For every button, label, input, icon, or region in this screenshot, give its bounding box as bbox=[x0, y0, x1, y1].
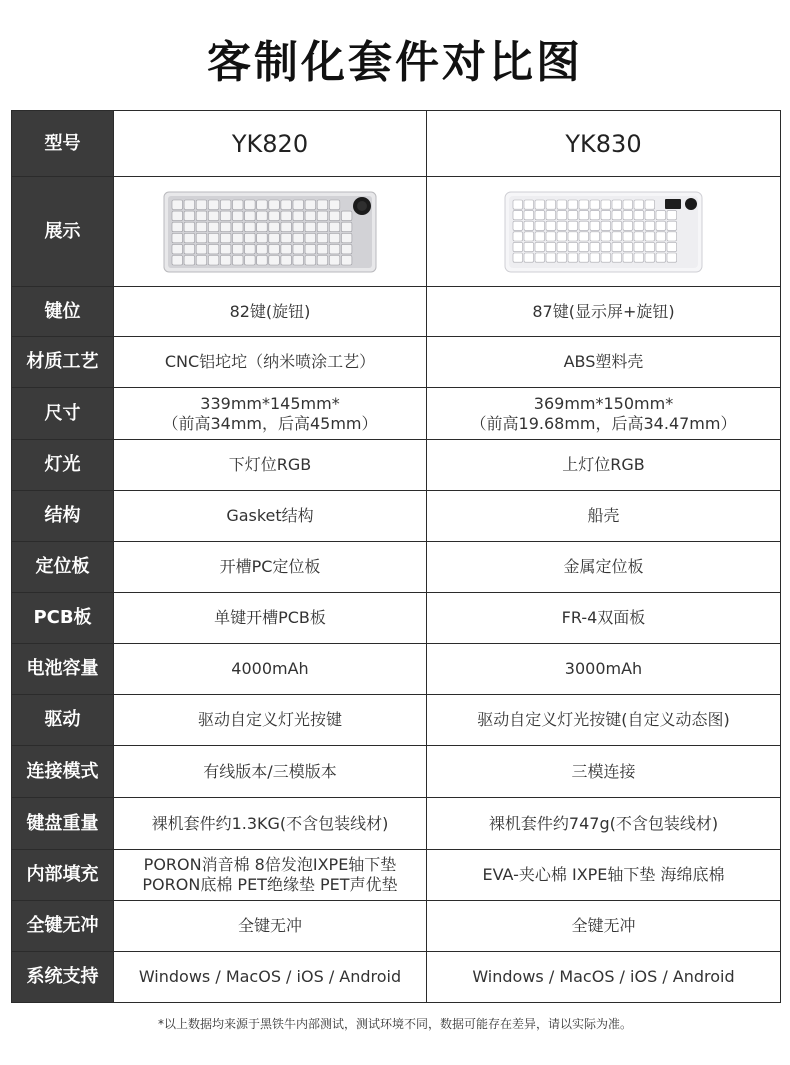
row-label: 展示 bbox=[12, 177, 114, 287]
value-cell-b bbox=[427, 287, 781, 337]
cell-text: 87键(显示屏+旋钮) bbox=[532, 301, 675, 321]
cell-text: 4000mAh bbox=[231, 659, 309, 678]
cell-text: 驱动自定义灯光按键(自定义动态图) bbox=[477, 710, 730, 729]
row-label: 连接模式 bbox=[12, 746, 114, 798]
row-label: PCB板 bbox=[12, 593, 114, 644]
cell-text: （前高19.68mm，后高34.47mm） bbox=[470, 413, 737, 433]
row-label: 材质工艺 bbox=[12, 337, 114, 388]
table-row bbox=[12, 388, 781, 440]
cell-text: 裸机套件约1.3KG(不含包装线材) bbox=[151, 813, 389, 833]
value-cell-a bbox=[114, 952, 427, 1003]
table-row bbox=[12, 287, 781, 337]
table-row bbox=[12, 440, 781, 491]
cell-text: 裸机套件约747g(不含包装线材) bbox=[488, 813, 719, 833]
value-cell-b bbox=[427, 644, 781, 695]
cell-text: 单键开槽PCB板 bbox=[214, 608, 326, 627]
value-cell-a bbox=[114, 491, 427, 542]
value-cell-a bbox=[114, 695, 427, 746]
value-cell-a bbox=[114, 287, 427, 337]
table-row bbox=[12, 491, 781, 542]
table-row bbox=[12, 337, 781, 388]
cell-text: 开槽PC定位板 bbox=[219, 557, 321, 576]
cell-text: 339mm*145mm* bbox=[200, 393, 340, 413]
row-label: 型号 bbox=[12, 111, 114, 177]
table-row bbox=[12, 593, 781, 644]
cell-text: Windows / MacOS / iOS / Android bbox=[138, 967, 402, 986]
value-cell-b bbox=[427, 337, 781, 388]
row-label: 驱动 bbox=[12, 695, 114, 746]
row-label: 内部填充 bbox=[12, 850, 114, 901]
page-title: 客制化套件对比图 bbox=[207, 37, 583, 88]
cell-text: 有线版本/三模版本 bbox=[203, 761, 337, 781]
value-cell-b bbox=[427, 542, 781, 593]
display-row bbox=[12, 177, 781, 287]
table-row bbox=[12, 901, 781, 952]
row-label: 尺寸 bbox=[12, 388, 114, 440]
keyboard-white-screen-icon bbox=[501, 186, 706, 278]
cell-text: 全键无冲 bbox=[571, 916, 636, 935]
row-label: 键位 bbox=[12, 287, 114, 337]
row-label: 键盘重量 bbox=[12, 798, 114, 850]
value-cell-a bbox=[114, 901, 427, 952]
value-cell-b bbox=[427, 798, 781, 850]
table-header-row bbox=[12, 111, 781, 177]
table-row bbox=[12, 952, 781, 1003]
model-a-name: YK820 bbox=[114, 111, 427, 177]
value-cell-a bbox=[114, 542, 427, 593]
value-cell-b bbox=[427, 388, 781, 440]
table-row bbox=[12, 644, 781, 695]
cell-text: 金属定位板 bbox=[563, 557, 644, 576]
value-cell-a bbox=[114, 440, 427, 491]
value-cell-a bbox=[114, 644, 427, 695]
cell-text: ABS塑料壳 bbox=[563, 352, 644, 371]
value-cell-b bbox=[427, 746, 781, 798]
value-cell-a bbox=[114, 850, 427, 901]
row-label: 电池容量 bbox=[12, 644, 114, 695]
product-image-b bbox=[427, 177, 781, 287]
cell-text: 82键(旋钮) bbox=[229, 301, 311, 321]
table-row bbox=[12, 695, 781, 746]
row-label: 灯光 bbox=[12, 440, 114, 491]
cell-text: 369mm*150mm* bbox=[533, 393, 674, 413]
value-cell-a bbox=[114, 798, 427, 850]
value-cell-b bbox=[427, 695, 781, 746]
comparison-table bbox=[11, 110, 781, 1003]
value-cell-a bbox=[114, 746, 427, 798]
value-cell-b bbox=[427, 901, 781, 952]
cell-text: EVA-夹心棉 IXPE轴下垫 海绵底棉 bbox=[482, 865, 725, 884]
value-cell-b bbox=[427, 491, 781, 542]
table-row bbox=[12, 746, 781, 798]
cell-text: FR-4双面板 bbox=[561, 608, 646, 627]
row-label: 全键无冲 bbox=[12, 901, 114, 952]
keyboard-dark-knob-icon bbox=[160, 186, 380, 278]
value-cell-a bbox=[114, 337, 427, 388]
value-cell-b bbox=[427, 440, 781, 491]
cell-text: PORON底棉 PET绝缘垫 PET声优垫 bbox=[142, 875, 398, 894]
product-image-a bbox=[114, 177, 427, 287]
value-cell-b bbox=[427, 593, 781, 644]
row-label: 定位板 bbox=[12, 542, 114, 593]
cell-text: Windows / MacOS / iOS / Android bbox=[472, 967, 735, 986]
cell-text: CNC铝坨坨（纳米喷涂工艺） bbox=[164, 352, 376, 371]
cell-text: 全键无冲 bbox=[237, 916, 302, 935]
footnote: *以上数据均来源于黑铁牛内部测试，测试环境不同，数据可能存在差异，请以实际为准。 bbox=[157, 1017, 632, 1031]
cell-text: 下灯位RGB bbox=[228, 455, 312, 474]
cell-text: 船壳 bbox=[587, 506, 620, 525]
cell-text: PORON消音棉 8倍发泡IXPE轴下垫 bbox=[143, 855, 397, 874]
value-cell-a bbox=[114, 593, 427, 644]
value-cell-b bbox=[427, 850, 781, 901]
cell-text: 3000mAh bbox=[564, 659, 643, 678]
table-row bbox=[12, 542, 781, 593]
cell-text: 驱动自定义灯光按键 bbox=[197, 710, 342, 729]
cell-text: 三模连接 bbox=[571, 761, 636, 781]
model-b-name: YK830 bbox=[427, 111, 781, 177]
table-row bbox=[12, 798, 781, 850]
table-row bbox=[12, 850, 781, 901]
cell-text: Gasket结构 bbox=[226, 506, 314, 525]
value-cell-a bbox=[114, 388, 427, 440]
cell-text: （前高34mm，后高45mm） bbox=[162, 413, 378, 433]
cell-text: 上灯位RGB bbox=[562, 455, 645, 474]
row-label: 系统支持 bbox=[12, 952, 114, 1003]
row-label: 结构 bbox=[12, 491, 114, 542]
value-cell-b bbox=[427, 952, 781, 1003]
